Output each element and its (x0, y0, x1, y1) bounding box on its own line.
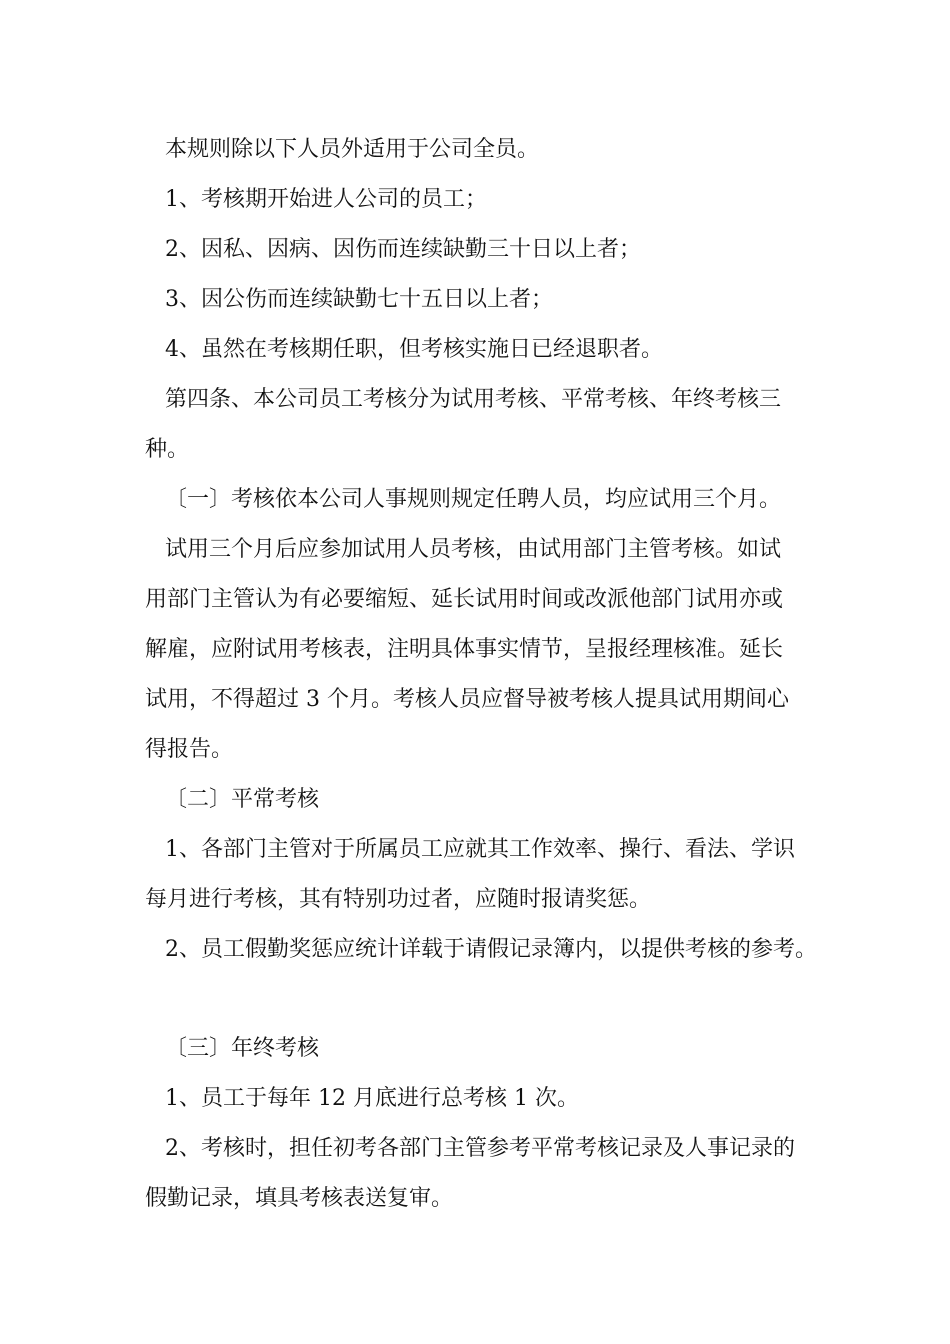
annual-item-2-line-1: 2、考核时，担任初考各部门主管参考平常考核记录及人事记录的 (165, 1136, 795, 1161)
probation-paragraph-line-5: 得报告。 (145, 737, 234, 762)
exclusion-item-2: 2、因私、因病、因伤而连续缺勤三十日以上者； (165, 237, 641, 262)
regular-item-2: 2、员工假勤奖惩应统计详载于请假记录簿内，以提供考核的参考。 (165, 937, 817, 962)
probation-paragraph-line-1: 试用三个月后应参加试用人员考核，由试用部门主管考核。如试 (165, 537, 782, 562)
article-four-line-2: 种。 (145, 437, 190, 462)
blank-line (145, 982, 825, 1031)
exclusion-item-4: 4、虽然在考核期任职，但考核实施日已经退职者。 (165, 337, 663, 362)
section-one-heading: 〔一〕考核依本公司人事规则规定任聘人员，均应试用三个月。 (165, 487, 782, 512)
section-two-heading: 〔二〕平常考核 (165, 787, 320, 812)
section-three-heading: 〔三〕年终考核 (165, 1036, 320, 1061)
annual-item-2-line-2: 假勤记录，填具考核表送复审。 (145, 1186, 454, 1211)
probation-paragraph-line-3: 解雇，应附试用考核表，注明具体事实情节，呈报经理核准。延长 (145, 637, 784, 662)
article-four-line-1: 第四条、本公司员工考核分为试用考核、平常考核、年终考核三 (165, 387, 782, 412)
probation-paragraph-line-2: 用部门主管认为有必要缩短、延长试用时间或改派他部门试用亦或 (145, 587, 784, 612)
probation-paragraph-line-4: 试用，不得超过 3 个月。考核人员应督导被考核人提具试用期间心 (145, 687, 789, 712)
scope-intro: 本规则除以下人员外适用于公司全员。 (165, 137, 540, 162)
regular-item-1-line-1: 1、各部门主管对于所属员工应就其工作效率、操行、看法、学识 (165, 837, 795, 862)
exclusion-item-1: 1、考核期开始进人公司的员工； (165, 187, 487, 212)
regular-item-1-line-2: 每月进行考核，其有特别功过者，应随时报请奖惩。 (145, 887, 652, 912)
document-body (145, 132, 825, 1231)
annual-item-1: 1、员工于每年 12 月底进行总考核 1 次。 (165, 1086, 579, 1111)
exclusion-item-3: 3、因公伤而连续缺勤七十五日以上者； (165, 287, 553, 312)
